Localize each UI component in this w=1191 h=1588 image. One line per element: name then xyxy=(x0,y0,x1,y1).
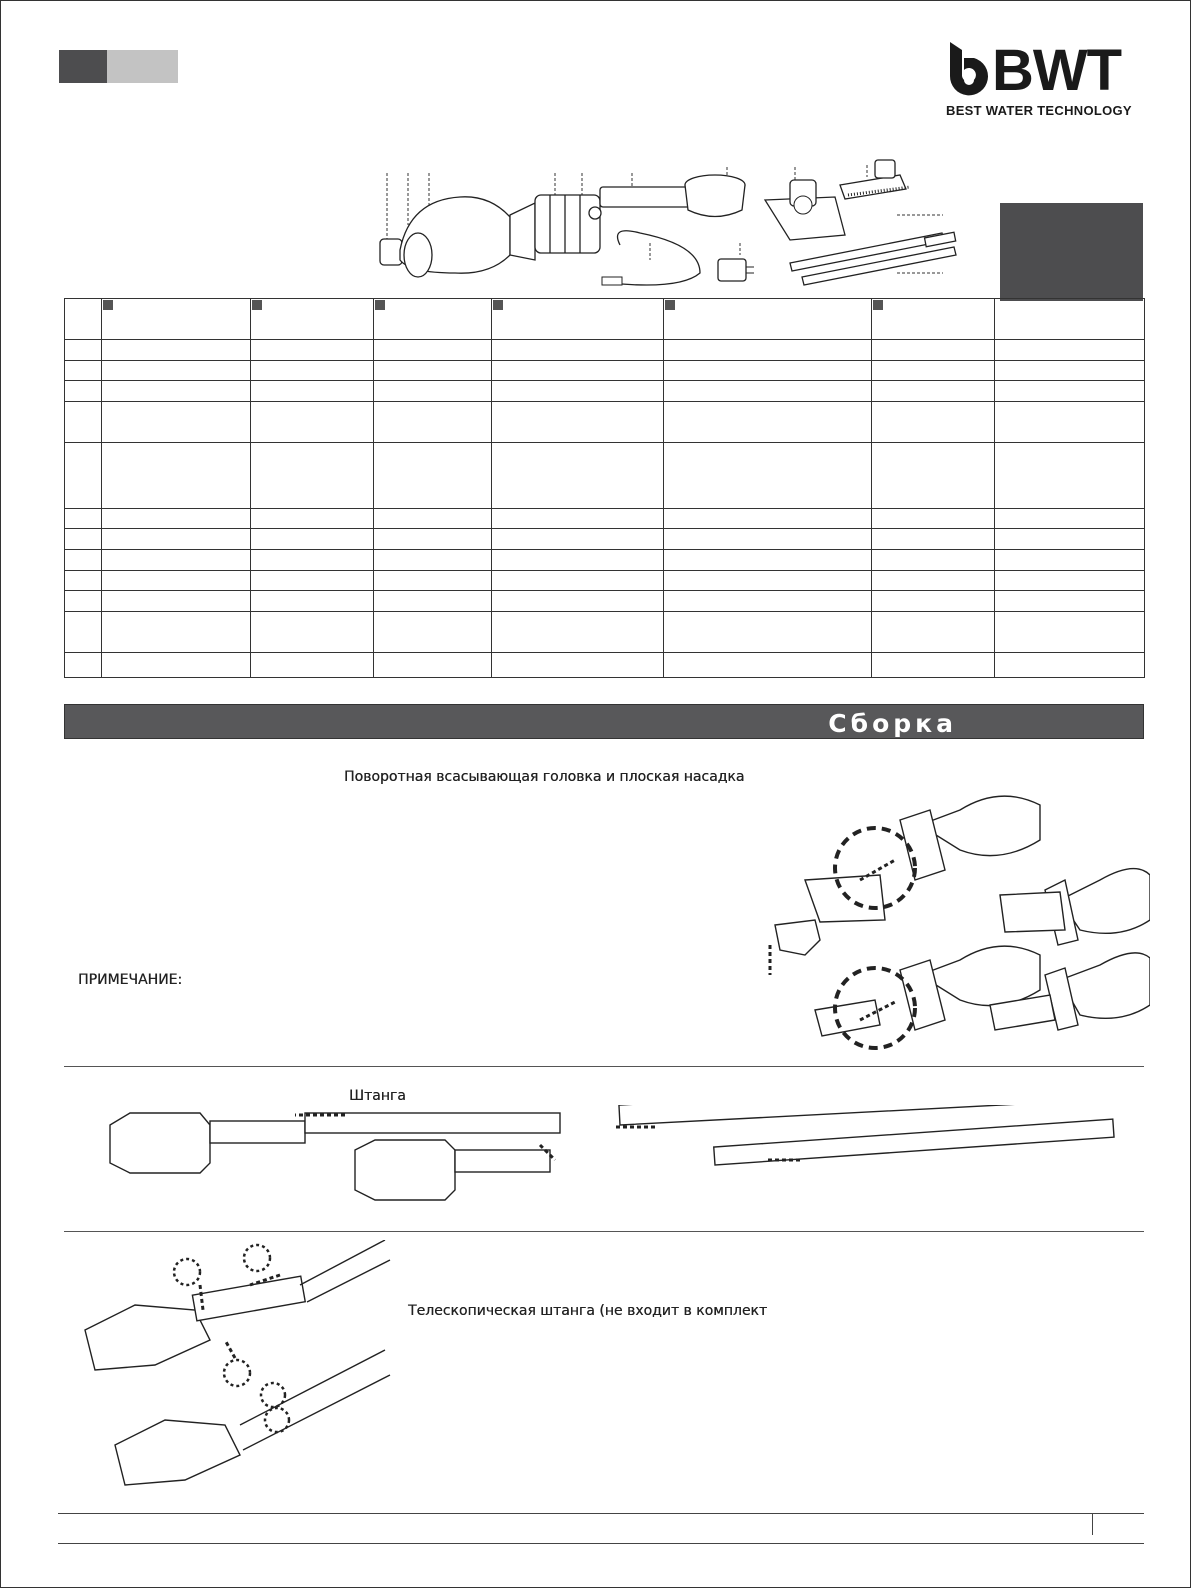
table-header-cell xyxy=(664,299,872,340)
dashed-arrow-icon xyxy=(225,1340,235,1358)
table-row xyxy=(65,381,1145,402)
pole-caption: Штанга xyxy=(349,1088,406,1104)
divider xyxy=(64,1231,1144,1232)
language-tab-inactive xyxy=(107,50,178,83)
table-header-cell xyxy=(374,299,492,340)
square-icon xyxy=(665,300,675,310)
head-caption: Поворотная всасывающая головка и плоская насадка xyxy=(344,769,745,785)
square-icon xyxy=(375,300,385,310)
table-row xyxy=(65,509,1145,529)
dashed-circle-icon xyxy=(224,1360,250,1386)
footer-tick xyxy=(1092,1513,1093,1535)
square-icon xyxy=(493,300,503,310)
header-dark-box xyxy=(1000,203,1143,301)
dashed-circle-icon xyxy=(174,1259,200,1285)
table-header-cell xyxy=(995,299,1145,340)
dashed-circle-icon xyxy=(244,1245,270,1271)
table-header-row xyxy=(65,299,1145,340)
table-header-cell xyxy=(65,299,102,340)
parts-table xyxy=(64,298,1145,678)
table-row xyxy=(65,591,1145,612)
bwt-logo xyxy=(944,40,1144,120)
language-tab-active xyxy=(59,50,107,83)
footer-line-bottom xyxy=(58,1543,1144,1544)
brand-name: BWT xyxy=(992,38,1122,103)
square-icon xyxy=(873,300,883,310)
pole-assembly-illustration xyxy=(100,1105,1130,1215)
section-title: Сборка xyxy=(828,709,957,738)
telescopic-assembly-illustration xyxy=(75,1240,395,1495)
head-assembly-illustration xyxy=(760,780,1150,1065)
footer-line-top xyxy=(58,1513,1144,1514)
section-header xyxy=(64,704,1144,739)
brand-tagline: BEST WATER TECHNOLOGY xyxy=(946,103,1132,118)
table-row xyxy=(65,653,1145,678)
table-header-cell xyxy=(492,299,664,340)
table-row xyxy=(65,550,1145,571)
table-row xyxy=(65,443,1145,509)
table-header-cell xyxy=(102,299,251,340)
bwt-drop-icon xyxy=(944,40,992,102)
table-header-cell xyxy=(872,299,995,340)
table-row xyxy=(65,402,1145,443)
note-label: ПРИМЕЧАНИЕ: xyxy=(78,972,183,988)
table-row xyxy=(65,361,1145,381)
table-row xyxy=(65,340,1145,361)
parts-illustration xyxy=(370,155,970,295)
table-header-cell xyxy=(251,299,374,340)
telescopic-caption: Телескопическая штанга (не входит в комплект xyxy=(408,1303,768,1319)
square-icon xyxy=(252,300,262,310)
table-row xyxy=(65,612,1145,653)
table-row xyxy=(65,571,1145,591)
square-icon xyxy=(103,300,113,310)
divider xyxy=(64,1066,1144,1067)
table-row xyxy=(65,529,1145,550)
